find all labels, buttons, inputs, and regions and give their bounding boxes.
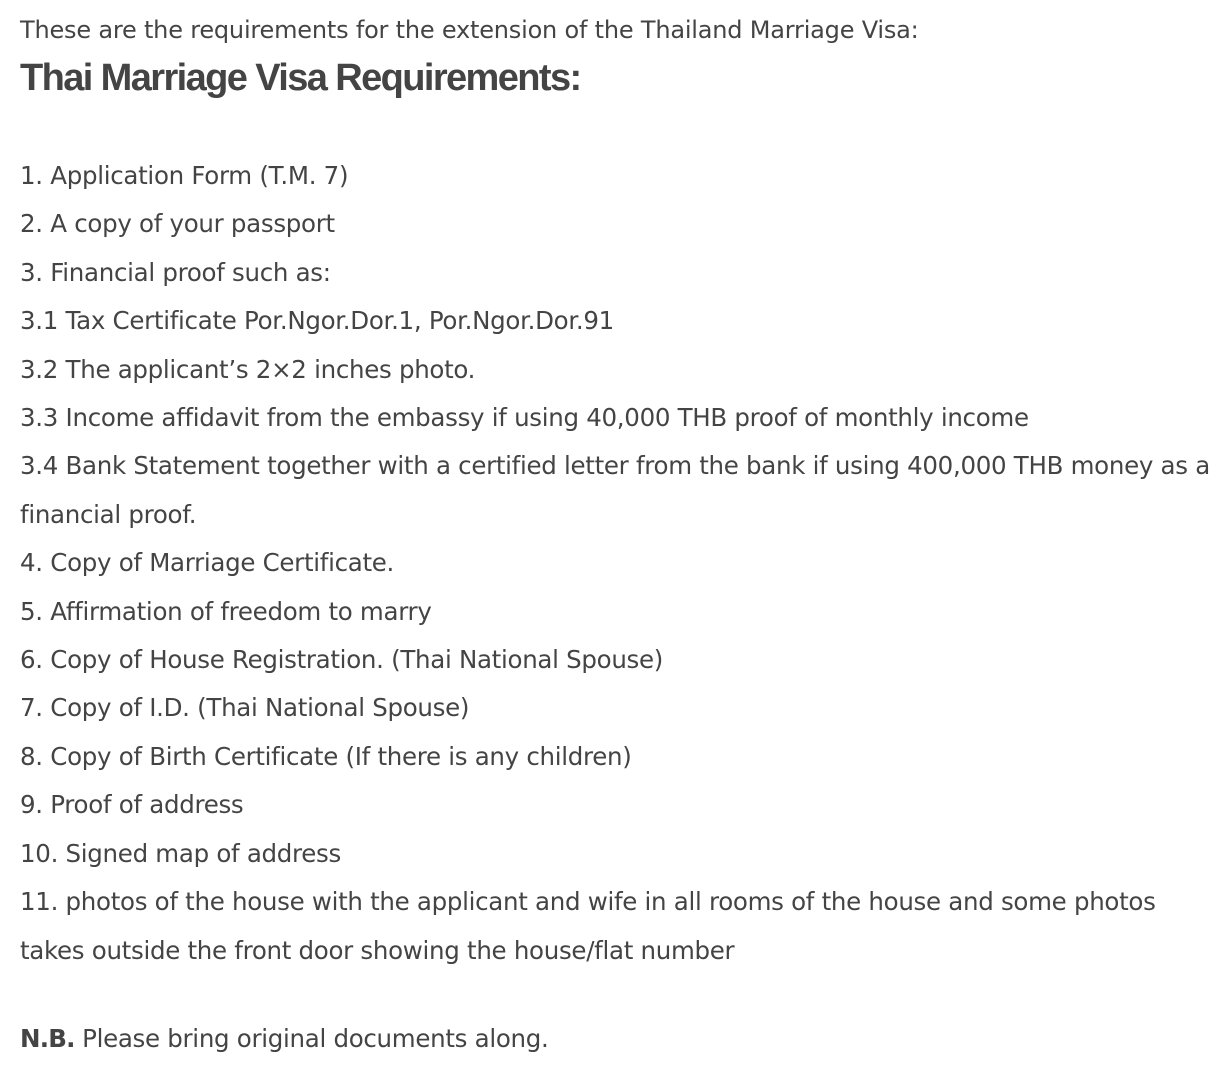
document-content <box>20 0 1215 1063</box>
requirement-item: 3.2 The applicant’s 2×2 inches photo. <box>20 354 476 384</box>
intro-text: These are the requirements for the extension of the Thailand Marriage Visa: <box>20 16 919 44</box>
note <box>20 1015 1215 1063</box>
requirement-item: 3.4 Bank Statement together with a certified letter from the bank if using 400,000 THB money as a financial proof. <box>20 451 1210 529</box>
page-heading: Thai Marriage Visa Requirements: <box>20 57 581 99</box>
note-label: N.B. <box>20 1023 75 1053</box>
requirement-item: 5. Affirmation of freedom to marry <box>20 596 432 626</box>
requirement-item: 8. Copy of Birth Certificate (If there is any children) <box>20 741 632 771</box>
requirement-item: 9. Proof of address <box>20 790 244 820</box>
requirements-list <box>20 152 1215 975</box>
requirement-item: 1. Application Form (T.M. 7) <box>20 161 349 190</box>
requirement-item: 3. Financial proof such as: <box>20 257 331 287</box>
requirement-item: 6. Copy of House Registration. (Thai National Spouse) <box>20 645 664 675</box>
requirement-item: 11. photos of the house with the applicant and wife in all rooms of the house and some photos takes outside the front door showing the house/flat number <box>20 887 1156 965</box>
requirement-item: 7. Copy of I.D. (Thai National Spouse) <box>20 693 470 723</box>
requirement-item: 3.3 Income affidavit from the embassy if using 40,000 THB proof of monthly income <box>20 403 1029 433</box>
note-text: Please bring original documents along. <box>82 1023 549 1053</box>
requirement-item: 3.1 Tax Certificate Por.Ngor.Dor.1, Por.Ngor.Dor.91 <box>20 306 614 336</box>
requirement-item: 2. A copy of your passport <box>20 209 335 239</box>
requirement-item: 10. Signed map of address <box>20 838 341 868</box>
requirement-item: 4. Copy of Marriage Certificate. <box>20 548 395 578</box>
